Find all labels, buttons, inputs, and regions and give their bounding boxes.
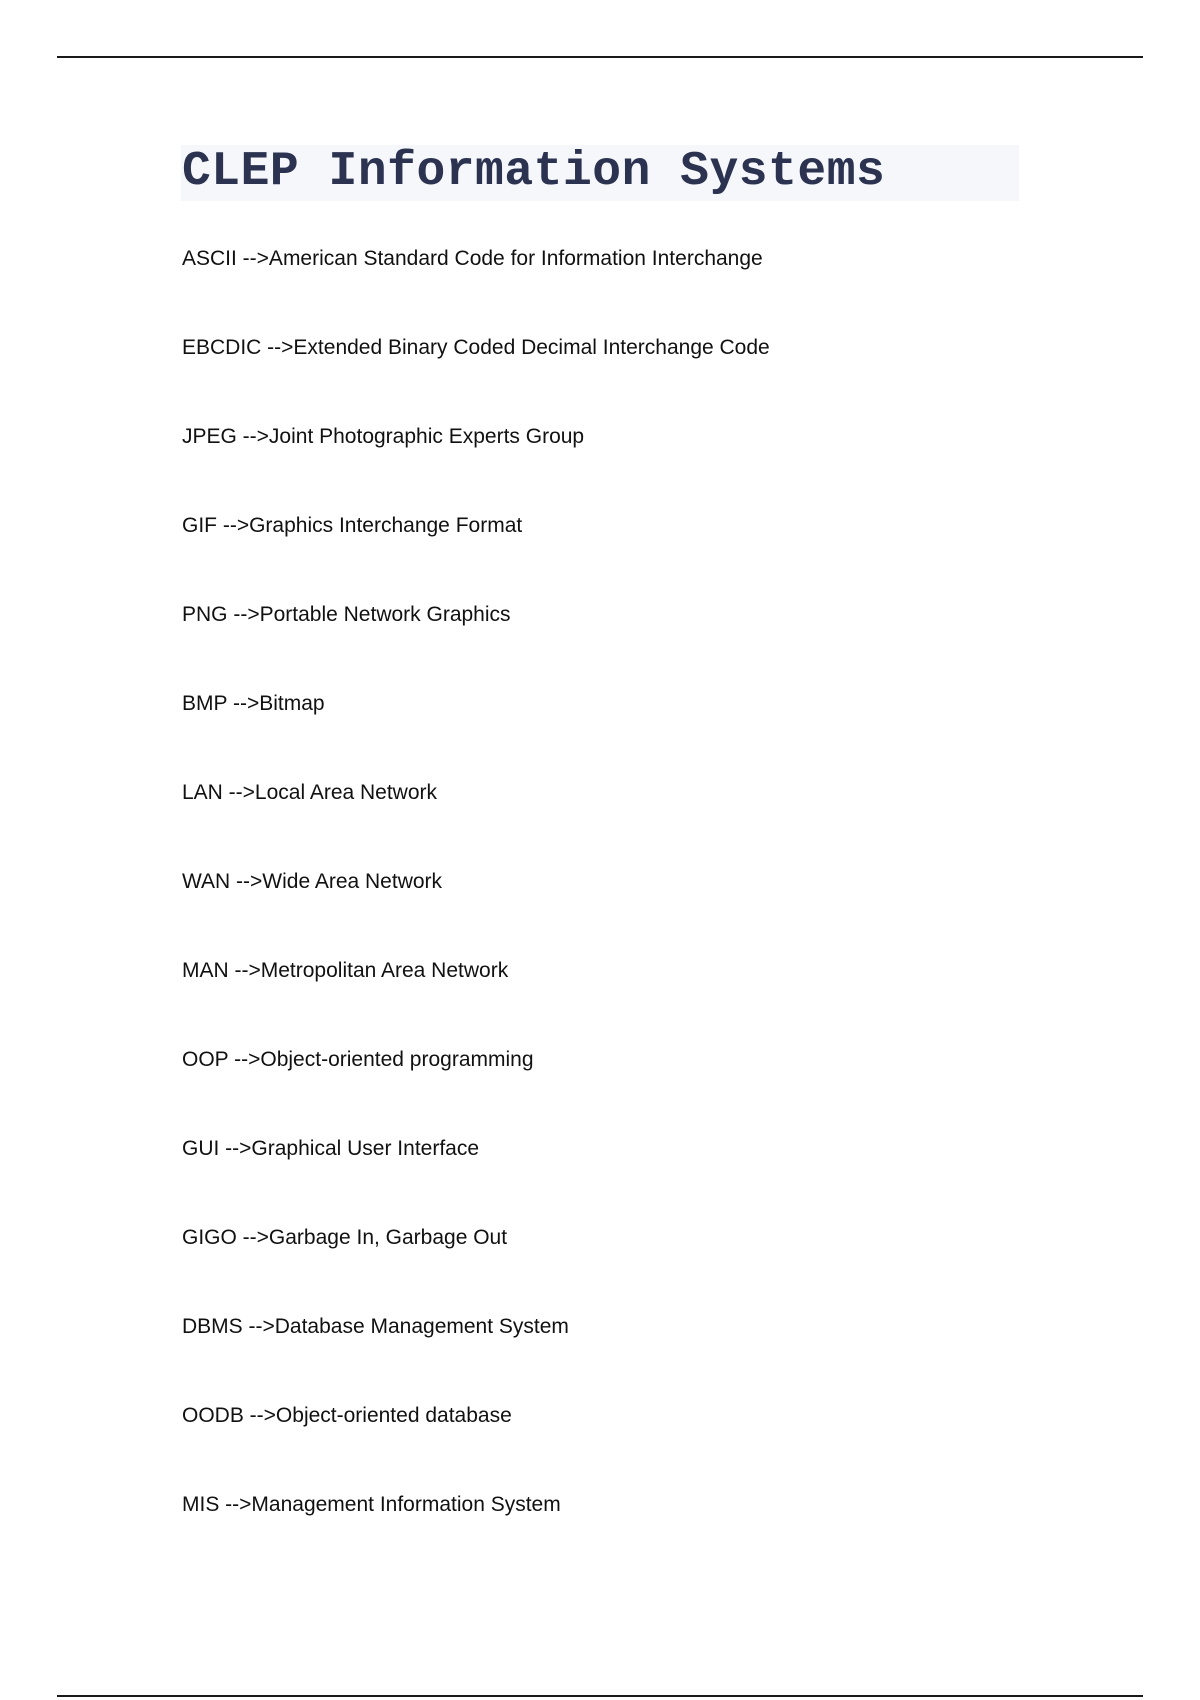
top-divider (57, 56, 1143, 58)
glossary-list (182, 240, 770, 1575)
glossary-entry-jpeg: JPEG -->Joint Photographic Experts Group (182, 425, 585, 448)
document-title: CLEP Information Systems (182, 145, 886, 199)
glossary-entry-bmp: BMP -->Bitmap (182, 692, 325, 715)
glossary-entry-mis: MIS -->Management Information System (182, 1493, 561, 1516)
glossary-entry-gigo: GIGO -->Garbage In, Garbage Out (182, 1226, 508, 1249)
glossary-entry-man: MAN -->Metropolitan Area Network (182, 959, 509, 982)
glossary-entry-ascii: ASCII -->American Standard Code for Information Interchange (182, 247, 763, 270)
glossary-entry-png: PNG -->Portable Network Graphics (182, 603, 511, 626)
glossary-entry-oodb: OODB -->Object-oriented database (182, 1404, 512, 1427)
glossary-entry-dbms: DBMS -->Database Management System (182, 1315, 569, 1338)
glossary-entry-ebcdic: EBCDIC -->Extended Binary Coded Decimal Interchange Code (182, 336, 770, 359)
glossary-entry-oop: OOP -->Object-oriented programming (182, 1048, 534, 1071)
glossary-entry-gif: GIF -->Graphics Interchange Format (182, 514, 523, 537)
bottom-divider (57, 1695, 1143, 1697)
glossary-entry-wan: WAN -->Wide Area Network (182, 870, 443, 893)
glossary-entry-gui: GUI -->Graphical User Interface (182, 1137, 480, 1160)
glossary-entry-lan: LAN -->Local Area Network (182, 781, 438, 804)
